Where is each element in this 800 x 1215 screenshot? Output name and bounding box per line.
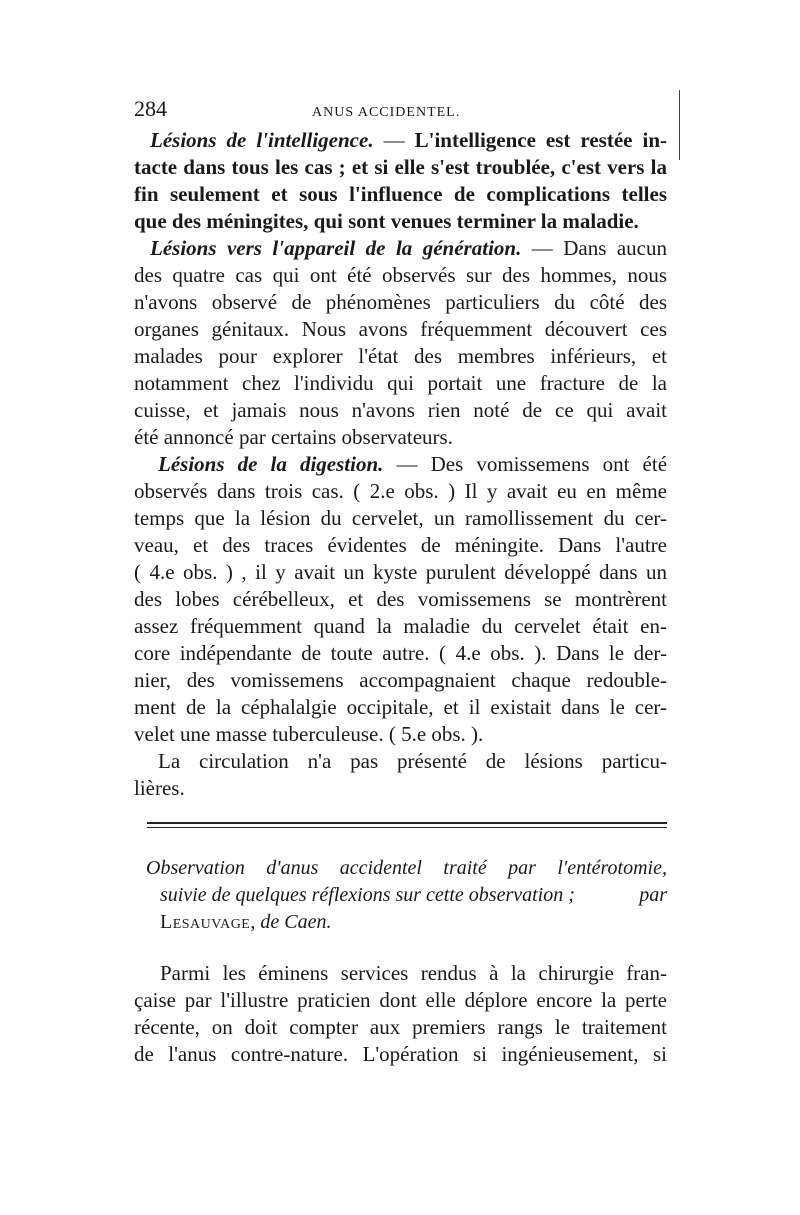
paragraph-1-line-3: fin seulement et sous l'influence de complications telles	[134, 182, 667, 206]
section-heading-digestion: Lésions de la digestion.	[158, 452, 384, 476]
observation-title-par: par	[639, 884, 667, 906]
paragraph-2-line-1-text: Dans aucun	[563, 236, 667, 260]
paragraph-3-line-1	[158, 451, 667, 477]
paragraph-3-line-8: core indépendante de toute autre. ( 4.e obs. ). Dans le der-	[134, 641, 667, 665]
paragraph-2-line-1	[150, 235, 667, 261]
section-heading-intelligence: Lésions de l'intelligence.	[150, 128, 374, 152]
paragraph-2-line-2: des quatre cas qui ont été observés sur des hommes, nous	[134, 263, 667, 287]
paragraph-2-line-6: notamment chez l'individu qui portait une fracture de la	[134, 371, 667, 395]
paragraph-3-line-4: veau, et des traces évidentes de méningite. Dans l'autre	[134, 533, 667, 557]
paragraph-3-line-7: assez fréquemment quand la maladie du cervelet était en-	[134, 614, 667, 638]
paragraph-5-line-4: de l'anus contre-nature. L'opération si ingénieusement, si	[134, 1042, 667, 1066]
em-dash: —	[383, 128, 405, 152]
paragraph-2-line-4: organes génitaux. Nous avons fréquemment découvert ces	[134, 317, 667, 341]
em-dash: —	[396, 452, 418, 476]
running-title: ANUS ACCIDENTEL.	[312, 105, 461, 120]
separator-rule-thin	[147, 827, 667, 828]
paragraph-1-line-2: tacte dans tous les cas ; et si elle s'est troublée, c'est vers la	[134, 155, 667, 179]
paragraph-4-line-2: lières.	[134, 776, 185, 800]
observation-title-line-2-text: suivie de quelques réflexions sur cette observation ;	[160, 884, 575, 906]
paragraph-3-line-5: ( 4.e obs. ) , il y avait un kyste purulent développé dans un	[134, 560, 667, 584]
paragraph-3-line-11: velet une masse tuberculeuse. ( 5.e obs. ).	[134, 722, 484, 746]
paragraph-5-line-3: récente, on doit compter aux premiers rangs le traitement	[134, 1015, 667, 1039]
paragraph-3-line-3: temps que la lésion du cervelet, un ramollissement du cer-	[134, 506, 667, 530]
paragraph-2-line-8: été annoncé par certains observateurs.	[134, 425, 453, 449]
paragraph-5-line-1: Parmi les éminens services rendus à la chirurgie fran-	[160, 961, 667, 985]
paragraph-3-line-1-text: Des vomissemens ont été	[430, 452, 668, 476]
observation-title-line-1: Observation d'anus accidentel traité par l'entérotomie,	[146, 857, 667, 879]
paragraph-3-line-2: observés dans trois cas. ( 2.e obs. ) Il y avait eu en même	[134, 479, 667, 503]
paragraph-4-line-1: La circulation n'a pas présenté de lésions particu-	[158, 749, 667, 773]
separator-rule-thick	[147, 822, 667, 824]
section-heading-generation: Lésions vers l'appareil de la génération.	[150, 236, 522, 260]
observation-author: Lesauvage	[160, 911, 251, 933]
paragraph-1-line-1	[150, 127, 667, 153]
page-number: 284	[134, 96, 167, 121]
em-dash: —	[531, 236, 553, 260]
paragraph-1-line-1-text: L'intelligence est restée in-	[414, 128, 668, 152]
paragraph-2-line-7: cuisse, et jamais nous n'avons rien noté de ce qui avait	[134, 398, 667, 422]
observation-author-line	[160, 909, 693, 935]
observation-title-line-2	[160, 882, 667, 908]
paragraph-1-line-4: que des méningites, qui sont venues terminer la maladie.	[134, 209, 639, 233]
paragraph-2-line-5: malades pour explorer l'état des membres inférieurs, et	[134, 344, 667, 368]
paragraph-3-line-6: des lobes cérébelleux, et des vomissemens se montrèrent	[134, 587, 667, 611]
paragraph-5-line-2: çaise par l'illustre praticien dont elle déplore encore la perte	[134, 988, 667, 1012]
paragraph-2-line-3: n'avons observé de phénomènes particuliers du côté des	[134, 290, 667, 314]
margin-rule	[679, 90, 680, 160]
paragraph-3-line-9: nier, des vomissemens accompagnaient chaque redouble-	[134, 668, 667, 692]
paragraph-3-line-10: ment de la céphalalgie occipitale, et il existait dans le cer-	[134, 695, 667, 719]
observation-author-place: , de Caen.	[250, 911, 332, 933]
